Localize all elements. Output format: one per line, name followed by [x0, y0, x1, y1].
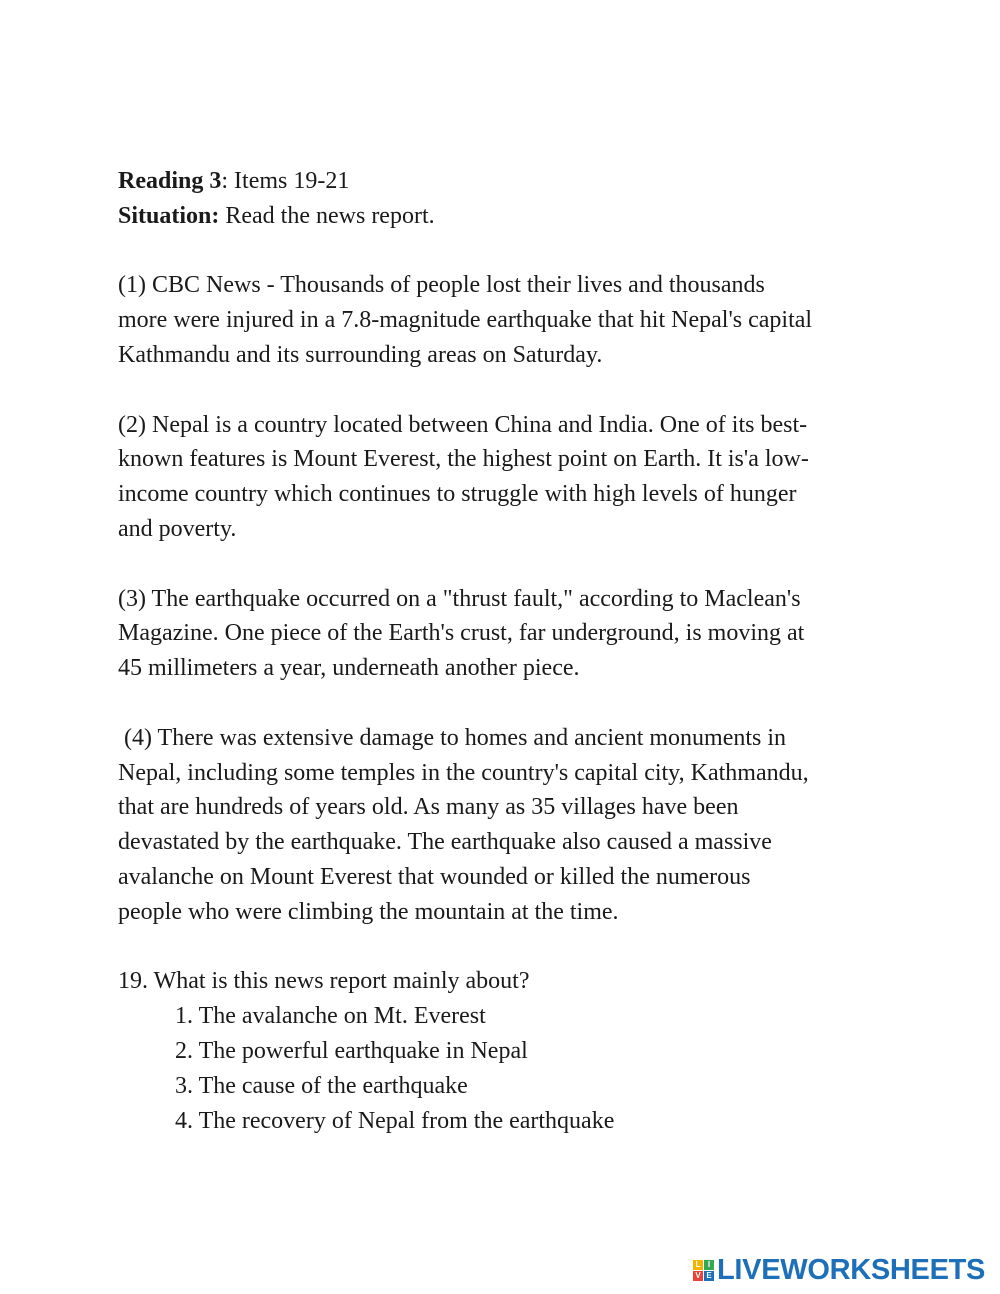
paragraph-line: (2) Nepal is a country located between China and India. One of its best- — [118, 411, 808, 438]
liveworksheets-brand — [693, 1253, 985, 1287]
paragraph-line: (1) CBC News - Thousands of people lost their lives and thousands — [118, 272, 765, 299]
situation-line — [118, 199, 888, 234]
spacer — [118, 686, 888, 721]
question-text: 19. What is this news report mainly about? — [118, 968, 530, 995]
paragraph-4 — [118, 721, 888, 930]
answer-options — [118, 999, 888, 1138]
paragraph-line: known features is Mount Everest, the highest point on Earth. It is'a low- — [118, 446, 809, 473]
reading-header — [118, 164, 888, 199]
answer-option-4[interactable]: 4. The recovery of Nepal from the earthquake — [175, 1107, 615, 1134]
paragraph-line: devastated by the earthquake. The earthquake also caused a massive — [118, 829, 772, 856]
paragraph-line: and poverty. — [118, 515, 237, 542]
paragraph-line: (3) The earthquake occurred on a "thrust fault," according to Maclean's — [118, 585, 801, 612]
paragraph-line: (4) There was extensive damage to homes and ancient monuments in — [118, 724, 787, 751]
situation-label: Situation: — [118, 202, 220, 229]
paragraph-line: that are hundreds of years old. As many as 35 villages have been — [118, 794, 739, 821]
situation-text: Read the news report. — [219, 202, 435, 229]
reading-label: Reading 3 — [118, 168, 222, 194]
paragraph-2 — [118, 408, 888, 547]
answer-option-3[interactable]: 3. The cause of the earthquake — [175, 1072, 468, 1099]
paragraph-line: Magazine. One piece of the Earth's crust, far underground, is moving at — [118, 620, 805, 647]
spacer — [118, 930, 888, 965]
spacer — [118, 234, 888, 269]
spacer — [118, 547, 888, 582]
logo-letter: I — [704, 1260, 714, 1270]
answer-option-2[interactable]: 2. The powerful earthquake in Nepal — [175, 1037, 528, 1064]
paragraph-line: Nepal, including some temples in the country's capital city, Kathmandu, — [118, 759, 809, 786]
paragraph-line: people who were climbing the mountain at the time. — [118, 898, 619, 925]
spacer — [118, 373, 888, 408]
paragraph-line: more were injured in a 7.8-magnitude earthquake that hit Nepal's capital — [118, 307, 813, 334]
paragraph-line: 45 millimeters a year, underneath another piece. — [118, 655, 580, 682]
paragraph-line: avalanche on Mount Everest that wounded or killed the numerous — [118, 863, 751, 890]
question-19 — [118, 964, 888, 1138]
worksheet-page — [118, 164, 888, 1138]
paragraph-line: income country which continues to struggle with high levels of hunger — [118, 481, 797, 508]
paragraph-1 — [118, 268, 888, 372]
paragraph-line: Kathmandu and its surrounding areas on Saturday. — [118, 341, 603, 368]
brand-name: LIVEWORKSHEETS — [717, 1253, 986, 1286]
paragraph-3 — [118, 582, 888, 686]
logo-letter: E — [704, 1271, 714, 1281]
logo-letter: L — [693, 1260, 703, 1270]
logo-letter: V — [693, 1271, 703, 1281]
reading-items: : Items 19-21 — [221, 168, 350, 194]
answer-option-1[interactable]: 1. The avalanche on Mt. Everest — [175, 1003, 486, 1030]
liveworksheets-logo-icon — [693, 1260, 714, 1281]
